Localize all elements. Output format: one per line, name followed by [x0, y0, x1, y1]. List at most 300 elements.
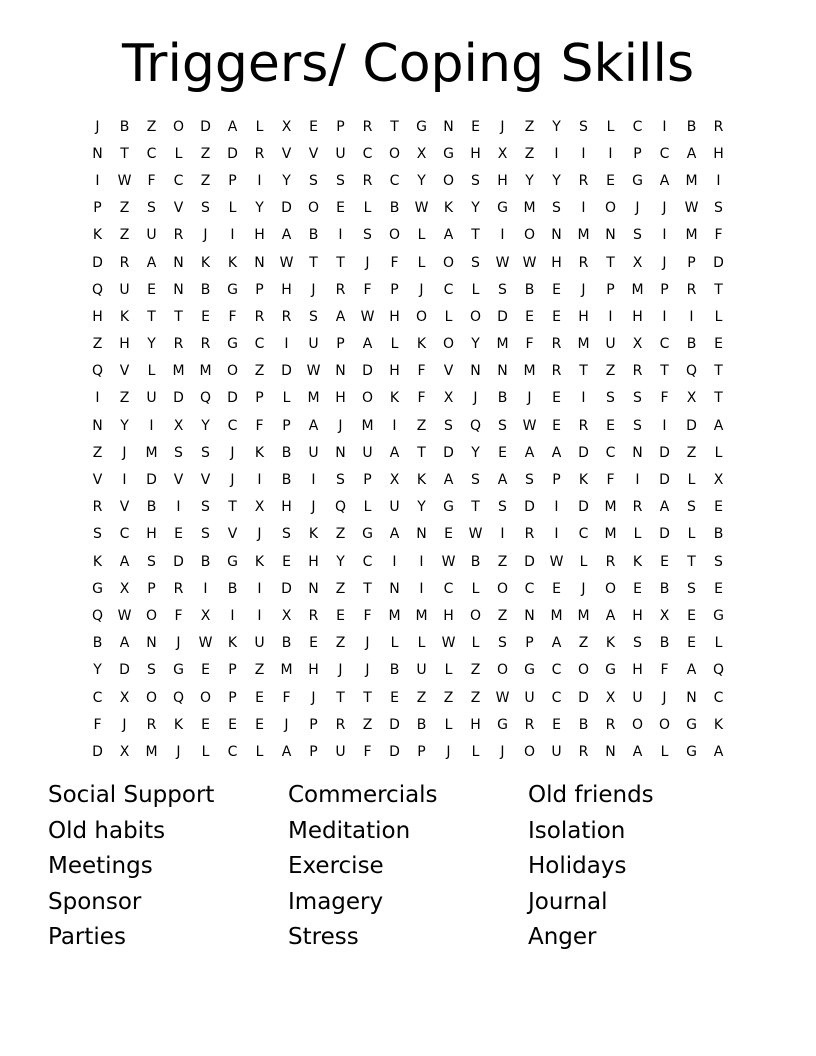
word-list-item: Meditation	[288, 817, 411, 844]
grid-letter: A	[389, 526, 400, 543]
grid-letter: U	[389, 499, 400, 516]
grid-letter: R	[632, 499, 643, 516]
grid-letter: H	[308, 662, 319, 679]
grid-letter: N	[605, 743, 616, 760]
letter-grid	[84, 113, 734, 766]
grid-letter: H	[632, 662, 643, 679]
grid-letter: K	[92, 553, 103, 570]
grid-letter: J	[500, 743, 505, 760]
grid-letter: T	[228, 499, 237, 516]
grid-row	[84, 358, 734, 385]
grid-letter: O	[442, 336, 455, 353]
grid-letter: S	[309, 172, 318, 189]
grid-letter: E	[687, 607, 696, 624]
grid-letter: U	[335, 145, 346, 162]
grid-letter: C	[389, 172, 400, 189]
grid-letter: W	[495, 254, 510, 271]
grid-letter: M	[199, 363, 212, 380]
grid-letter: S	[606, 390, 615, 407]
grid-letter: U	[551, 743, 562, 760]
grid-letter: L	[363, 499, 372, 516]
grid-letter: Z	[578, 635, 589, 652]
grid-letter: R	[524, 526, 535, 543]
grid-letter: B	[281, 635, 292, 652]
grid-letter: W	[468, 526, 483, 543]
grid-letter: L	[444, 662, 453, 679]
grid-letter: R	[335, 716, 346, 733]
grid-letter: F	[390, 254, 399, 271]
grid-letter: H	[92, 308, 103, 325]
grid-letter: P	[660, 281, 669, 298]
grid-letter: R	[713, 118, 724, 135]
grid-letter: Y	[417, 499, 426, 516]
grid-letter: L	[255, 118, 264, 135]
grid-letter: W	[684, 200, 699, 217]
grid-letter: I	[122, 472, 127, 489]
grid-row	[84, 494, 734, 521]
grid-letter: I	[662, 227, 667, 244]
grid-letter: S	[498, 499, 507, 516]
grid-letter: G	[632, 172, 643, 189]
grid-letter: J	[230, 472, 235, 489]
grid-letter: K	[416, 336, 427, 353]
grid-letter: J	[365, 662, 370, 679]
grid-letter: G	[443, 499, 454, 516]
grid-letter: Z	[335, 580, 346, 597]
grid-letter: T	[417, 444, 426, 461]
grid-letter: F	[417, 390, 426, 407]
grid-letter: R	[632, 363, 643, 380]
grid-letter: A	[389, 444, 400, 461]
grid-letter: Y	[552, 172, 561, 189]
grid-letter: P	[228, 172, 237, 189]
grid-letter: B	[713, 526, 724, 543]
grid-row	[84, 249, 734, 276]
grid-letter: J	[473, 390, 478, 407]
grid-letter: R	[308, 607, 319, 624]
grid-letter: H	[254, 227, 265, 244]
grid-letter: C	[659, 145, 670, 162]
grid-letter: F	[525, 336, 534, 353]
grid-row	[84, 140, 734, 167]
grid-letter: E	[309, 635, 318, 652]
grid-letter: R	[146, 716, 157, 733]
grid-letter: I	[176, 499, 181, 516]
grid-letter: I	[95, 172, 100, 189]
grid-row	[84, 602, 734, 629]
grid-letter: D	[281, 580, 292, 597]
grid-letter: J	[176, 743, 181, 760]
grid-letter: S	[336, 172, 345, 189]
grid-letter: H	[578, 308, 589, 325]
grid-letter: C	[659, 336, 670, 353]
grid-letter: M	[496, 336, 509, 353]
grid-letter: I	[419, 553, 424, 570]
grid-letter: V	[119, 499, 130, 516]
grid-letter: B	[497, 390, 508, 407]
grid-letter: E	[147, 281, 156, 298]
grid-letter: Y	[552, 118, 561, 135]
grid-letter: K	[389, 390, 400, 407]
grid-letter: D	[659, 472, 670, 489]
grid-letter: E	[633, 580, 642, 597]
grid-letter: X	[659, 607, 670, 624]
grid-letter: S	[714, 553, 723, 570]
grid-letter: T	[471, 499, 480, 516]
grid-letter: O	[523, 227, 536, 244]
grid-letter: J	[284, 716, 289, 733]
grid-letter: H	[119, 336, 130, 353]
grid-letter: D	[173, 390, 184, 407]
grid-letter: R	[362, 118, 373, 135]
grid-letter: I	[662, 118, 667, 135]
grid-letter: J	[122, 444, 127, 461]
grid-letter: A	[335, 308, 346, 325]
grid-letter: V	[92, 472, 103, 489]
grid-letter: M	[604, 499, 617, 516]
grid-letter: D	[443, 444, 454, 461]
grid-letter: M	[577, 607, 590, 624]
grid-letter: O	[469, 308, 482, 325]
grid-letter: F	[606, 472, 615, 489]
grid-letter: D	[686, 417, 697, 434]
grid-letter: J	[203, 227, 208, 244]
grid-letter: L	[471, 281, 480, 298]
grid-letter: D	[362, 363, 373, 380]
grid-letter: M	[685, 172, 698, 189]
grid-letter: R	[92, 499, 103, 516]
grid-letter: L	[390, 635, 399, 652]
grid-letter: I	[149, 417, 154, 434]
grid-letter: P	[633, 145, 642, 162]
grid-letter: A	[443, 472, 454, 489]
grid-letter: V	[281, 145, 292, 162]
grid-letter: T	[363, 689, 372, 706]
grid-letter: B	[470, 553, 481, 570]
grid-letter: E	[606, 172, 615, 189]
grid-letter: M	[604, 526, 617, 543]
grid-letter: O	[631, 716, 644, 733]
grid-letter: S	[633, 390, 642, 407]
grid-letter: Z	[497, 553, 508, 570]
grid-letter: P	[255, 281, 264, 298]
page-title: Triggers/ Coping Skills	[121, 34, 695, 94]
grid-letter: K	[200, 254, 211, 271]
word-list-item: Old habits	[48, 817, 166, 844]
grid-letter: H	[308, 553, 319, 570]
grid-letter: X	[254, 499, 265, 516]
grid-letter: C	[551, 689, 562, 706]
grid-letter: E	[552, 390, 561, 407]
grid-letter: D	[524, 553, 535, 570]
grid-letter: L	[687, 526, 696, 543]
grid-letter: I	[662, 417, 667, 434]
grid-letter: R	[578, 172, 589, 189]
grid-letter: R	[605, 553, 616, 570]
grid-letter: M	[523, 200, 536, 217]
grid-letter: N	[335, 444, 346, 461]
grid-letter: E	[552, 281, 561, 298]
grid-letter: K	[443, 200, 454, 217]
grid-letter: F	[363, 607, 372, 624]
grid-row	[84, 412, 734, 439]
grid-letter: J	[311, 689, 316, 706]
grid-letter: E	[714, 336, 723, 353]
grid-letter: H	[281, 281, 292, 298]
grid-letter: W	[549, 553, 564, 570]
grid-letter: K	[254, 553, 265, 570]
grid-letter: B	[686, 336, 697, 353]
grid-letter: T	[363, 580, 372, 597]
grid-letter: N	[335, 363, 346, 380]
grid-letter: R	[200, 336, 211, 353]
grid-letter: M	[577, 336, 590, 353]
grid-letter: R	[686, 281, 697, 298]
grid-letter: S	[174, 444, 183, 461]
grid-letter: Q	[685, 363, 698, 380]
grid-letter: K	[173, 716, 184, 733]
grid-letter: Q	[334, 499, 347, 516]
grid-letter: L	[417, 254, 426, 271]
grid-letter: I	[662, 308, 667, 325]
grid-letter: O	[388, 145, 401, 162]
grid-letter: E	[201, 662, 210, 679]
grid-letter: U	[362, 444, 373, 461]
grid-letter: O	[496, 662, 509, 679]
grid-letter: D	[389, 716, 400, 733]
grid-letter: X	[173, 417, 184, 434]
grid-letter: G	[605, 662, 616, 679]
grid-letter: F	[93, 716, 102, 733]
word-list-item: Stress	[288, 924, 359, 950]
grid-letter: S	[498, 635, 507, 652]
grid-letter: D	[227, 145, 238, 162]
grid-letter: Q	[91, 607, 104, 624]
grid-letter: J	[311, 499, 316, 516]
grid-letter: Q	[469, 417, 482, 434]
grid-letter: G	[227, 553, 238, 570]
word-list-item: Old friends	[528, 782, 654, 808]
grid-letter: N	[173, 281, 184, 298]
grid-row	[84, 331, 734, 358]
grid-letter: W	[495, 689, 510, 706]
grid-letter: A	[443, 227, 454, 244]
grid-letter: P	[363, 472, 372, 489]
grid-row	[84, 684, 734, 711]
grid-letter: X	[119, 689, 130, 706]
grid-letter: S	[282, 526, 291, 543]
grid-letter: X	[632, 336, 643, 353]
grid-letter: P	[525, 635, 534, 652]
grid-letter: C	[227, 743, 238, 760]
grid-letter: L	[633, 526, 642, 543]
grid-letter: R	[524, 716, 535, 733]
grid-letter: P	[228, 689, 237, 706]
grid-letter: C	[362, 145, 373, 162]
grid-letter: I	[716, 172, 721, 189]
grid-letter: G	[686, 716, 697, 733]
grid-letter: M	[415, 607, 428, 624]
grid-letter: G	[92, 580, 103, 597]
grid-letter: B	[146, 499, 157, 516]
grid-letter: S	[471, 172, 480, 189]
grid-letter: I	[554, 145, 559, 162]
grid-letter: B	[92, 635, 103, 652]
grid-letter: C	[551, 662, 562, 679]
grid-letter: Z	[524, 145, 535, 162]
grid-letter: L	[363, 200, 372, 217]
grid-letter: J	[230, 444, 235, 461]
grid-letter: N	[254, 254, 265, 271]
grid-letter: X	[632, 254, 643, 271]
grid-letter: K	[632, 553, 643, 570]
grid-letter: K	[605, 635, 616, 652]
grid-letter: W	[117, 607, 132, 624]
grid-letter: L	[714, 635, 723, 652]
grid-letter: I	[338, 227, 343, 244]
grid-letter: S	[93, 526, 102, 543]
grid-letter: Y	[471, 444, 480, 461]
grid-letter: G	[443, 145, 454, 162]
grid-letter: H	[389, 363, 400, 380]
grid-letter: X	[119, 580, 130, 597]
grid-letter: W	[522, 254, 537, 271]
grid-letter: D	[146, 472, 157, 489]
grid-letter: M	[685, 227, 698, 244]
grid-letter: I	[203, 580, 208, 597]
grid-letter: T	[309, 254, 318, 271]
grid-letter: I	[230, 227, 235, 244]
grid-letter: H	[497, 172, 508, 189]
grid-letter: L	[390, 336, 399, 353]
grid-letter: N	[308, 580, 319, 597]
grid-letter: L	[471, 743, 480, 760]
word-list	[48, 778, 768, 956]
grid-letter: H	[389, 308, 400, 325]
grid-row	[84, 276, 734, 303]
grid-letter: D	[659, 526, 670, 543]
grid-letter: F	[228, 308, 237, 325]
grid-letter: T	[606, 254, 615, 271]
grid-letter: Q	[91, 281, 104, 298]
grid-letter: C	[443, 580, 454, 597]
grid-letter: Z	[119, 390, 130, 407]
grid-letter: C	[362, 553, 373, 570]
grid-letter: Y	[417, 172, 426, 189]
grid-letter: W	[306, 363, 321, 380]
grid-letter: U	[605, 336, 616, 353]
grid-letter: G	[524, 662, 535, 679]
grid-letter: S	[201, 499, 210, 516]
grid-letter: F	[255, 417, 264, 434]
grid-letter: Z	[119, 227, 130, 244]
grid-letter: C	[524, 580, 535, 597]
grid-row	[84, 466, 734, 493]
grid-letter: S	[498, 281, 507, 298]
grid-letter: J	[635, 200, 640, 217]
grid-letter: J	[419, 281, 424, 298]
grid-letter: S	[687, 580, 696, 597]
grid-letter: E	[552, 580, 561, 597]
grid-letter: C	[632, 118, 643, 135]
grid-letter: I	[257, 172, 262, 189]
grid-letter: B	[686, 118, 697, 135]
grid-letter: Z	[119, 200, 130, 217]
grid-letter: T	[471, 227, 480, 244]
grid-letter: I	[635, 472, 640, 489]
grid-letter: I	[581, 200, 586, 217]
grid-letter: M	[577, 227, 590, 244]
grid-letter: Y	[525, 172, 534, 189]
grid-letter: O	[226, 363, 239, 380]
grid-letter: C	[713, 689, 724, 706]
grid-letter: E	[606, 417, 615, 434]
grid-letter: A	[551, 444, 562, 461]
grid-letter: Z	[416, 417, 427, 434]
grid-row	[84, 630, 734, 657]
grid-letter: O	[523, 743, 536, 760]
grid-letter: S	[147, 200, 156, 217]
grid-letter: Y	[255, 200, 264, 217]
grid-letter: A	[362, 336, 373, 353]
grid-letter: J	[311, 281, 316, 298]
grid-letter: U	[416, 662, 427, 679]
grid-letter: X	[281, 607, 292, 624]
grid-letter: O	[361, 390, 374, 407]
grid-letter: R	[281, 308, 292, 325]
grid-letter: O	[199, 689, 212, 706]
grid-letter: B	[659, 635, 670, 652]
grid-letter: Z	[470, 662, 481, 679]
grid-letter: W	[360, 308, 375, 325]
grid-letter: V	[227, 526, 238, 543]
grid-letter: I	[392, 553, 397, 570]
grid-letter: A	[227, 118, 238, 135]
grid-letter: B	[389, 200, 400, 217]
grid-letter: D	[281, 363, 292, 380]
grid-letter: K	[119, 308, 130, 325]
grid-row	[84, 113, 734, 140]
grid-letter: S	[552, 200, 561, 217]
grid-letter: K	[227, 254, 238, 271]
grid-letter: D	[281, 200, 292, 217]
grid-letter: A	[524, 444, 535, 461]
grid-letter: O	[307, 200, 320, 217]
grid-letter: S	[471, 472, 480, 489]
grid-letter: T	[336, 689, 345, 706]
grid-letter: H	[146, 526, 157, 543]
grid-letter: I	[608, 145, 613, 162]
grid-letter: S	[471, 254, 480, 271]
grid-letter: E	[255, 716, 264, 733]
grid-row	[84, 657, 734, 684]
grid-letter: E	[282, 553, 291, 570]
grid-letter: I	[581, 145, 586, 162]
grid-letter: J	[500, 118, 505, 135]
word-list-item: Holidays	[528, 853, 627, 879]
grid-letter: R	[578, 254, 589, 271]
grid-letter: I	[419, 580, 424, 597]
grid-letter: G	[362, 526, 373, 543]
grid-letter: A	[308, 417, 319, 434]
grid-row	[84, 738, 734, 765]
grid-letter: M	[361, 417, 374, 434]
grid-letter: X	[119, 743, 130, 760]
grid-letter: K	[578, 472, 589, 489]
grid-letter: M	[172, 363, 185, 380]
grid-letter: V	[443, 363, 454, 380]
grid-letter: L	[201, 743, 210, 760]
